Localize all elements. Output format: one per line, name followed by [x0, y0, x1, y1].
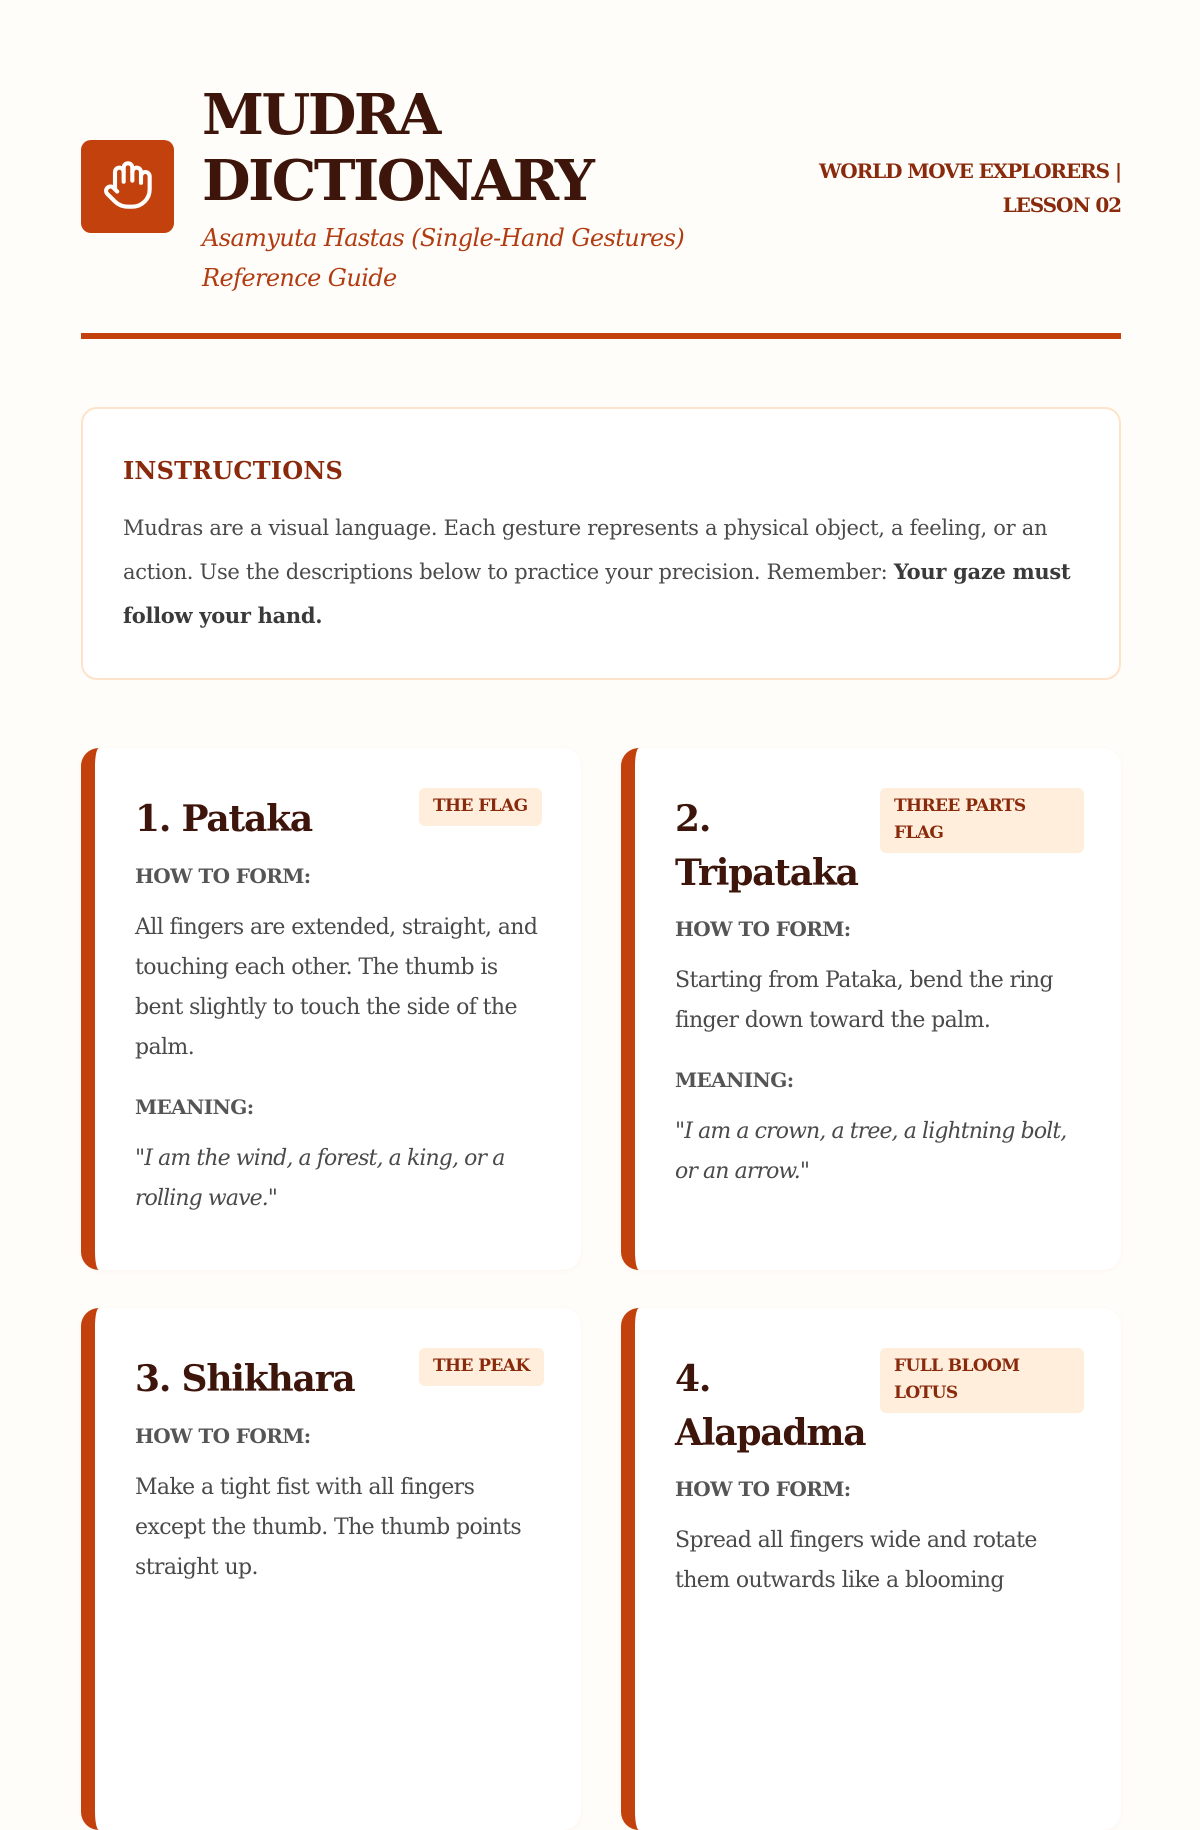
how-to-form-label: HOW TO FORM:	[675, 1477, 851, 1501]
instructions-text	[123, 507, 1079, 638]
page-title	[202, 82, 762, 214]
meaning-text: "I am a crown, a tree, a lightning bolt, or an arrow."	[675, 1119, 1067, 1184]
header-divider	[81, 333, 1121, 339]
mudra-tag: THE FLAG	[419, 788, 542, 826]
how-to-form-label: HOW TO FORM:	[135, 864, 311, 888]
mudra-title: 3. Shikhara	[135, 1358, 355, 1400]
instructions-heading: INSTRUCTIONS	[123, 456, 343, 485]
mudra-card	[621, 748, 1121, 1270]
instructions-box	[81, 407, 1121, 680]
mudra-card	[81, 748, 581, 1270]
mudra-tag: THE PEAK	[419, 1348, 544, 1386]
page-subtitle: Asamyuta Hastas (Single-Hand Gestures) Reference Guide	[202, 224, 685, 292]
how-to-form-text: All fingers are extended, straight, and touching each other. The thumb is bent slightly to touch the side of the palm.	[135, 915, 538, 1060]
mudra-card	[81, 1308, 581, 1830]
title-block	[202, 82, 762, 298]
mudra-card	[621, 1308, 1121, 1830]
how-to-form-label: HOW TO FORM:	[135, 1424, 311, 1448]
how-to-form-label: HOW TO FORM:	[675, 917, 851, 941]
mudra-title: 1. Pataka	[135, 798, 312, 840]
mudra-tag: THREE PARTS FLAG	[880, 788, 1084, 853]
mudra-title: 4. Alapadma	[675, 1358, 866, 1454]
instructions-emphasis: Your gaze must follow your hand.	[123, 559, 1071, 628]
hand-icon	[102, 159, 154, 215]
instructions-body: Mudras are a visual language. Each gesture represents a physical object, a feeling, or an action. Use the descriptions below to practice your precision. Remember:	[123, 516, 1048, 584]
lesson-label: WORLD MOVE EXPLORERS | LESSON 02	[818, 159, 1121, 217]
title-line-1: MUDRA	[202, 82, 439, 148]
logo	[81, 140, 174, 233]
how-to-form-text: Spread all fingers wide and rotate them outwards like a blooming	[675, 1528, 1037, 1593]
meaning-text: "I am the wind, a forest, a king, or a rolling wave."	[135, 1146, 505, 1211]
how-to-form-text: Starting from Pataka, bend the ring finger down toward the palm.	[675, 968, 1053, 1033]
mudra-title: 2. Tripataka	[675, 798, 858, 894]
page	[81, 0, 1121, 1593]
title-line-2: DICTIONARY	[202, 148, 593, 214]
how-to-form-text: Make a tight fist with all fingers except the thumb. The thumb points straight up.	[135, 1475, 522, 1580]
mudra-tag: FULL BLOOM LOTUS	[880, 1348, 1084, 1413]
meaning-label: MEANING:	[135, 1095, 254, 1119]
meaning-label: MEANING:	[675, 1068, 794, 1092]
page-header	[81, 0, 1121, 340]
